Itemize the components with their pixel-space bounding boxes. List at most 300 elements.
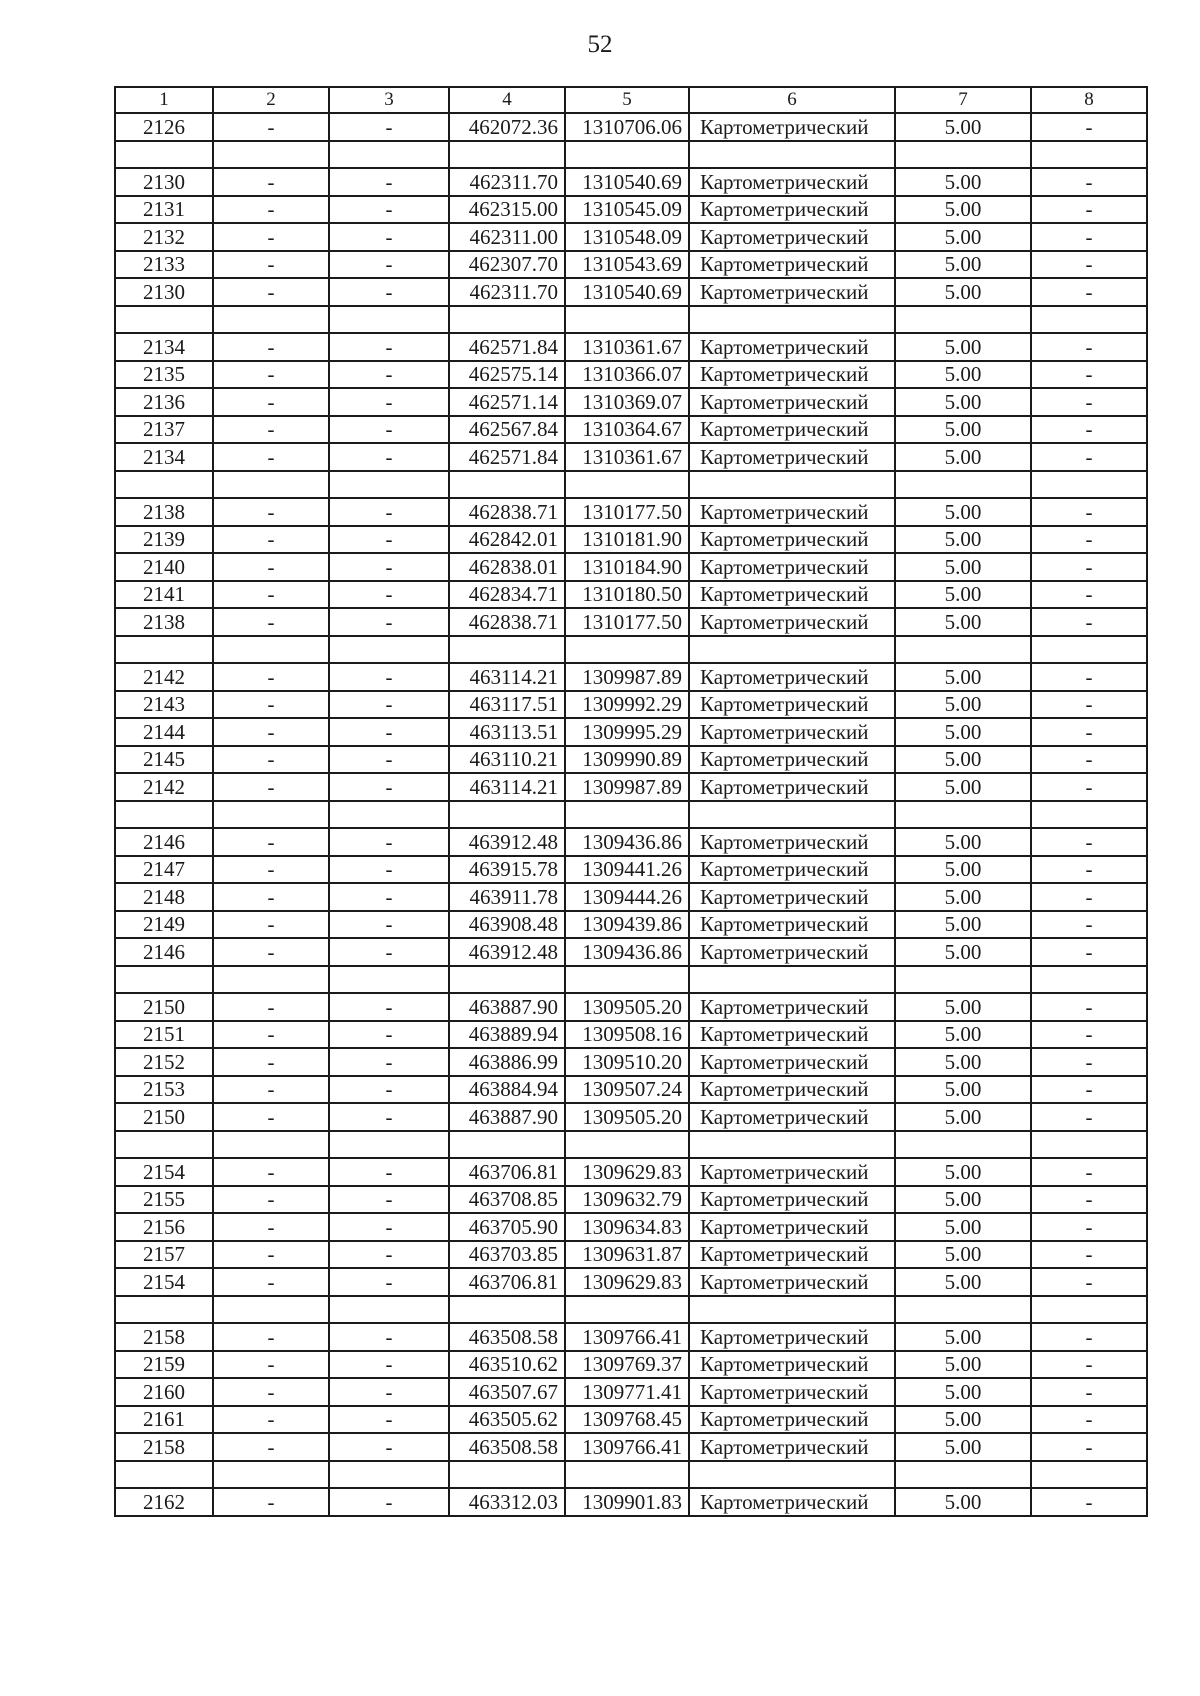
cell-col-2: - xyxy=(213,856,329,884)
cell-accuracy: 5.00 xyxy=(895,223,1031,251)
table-row xyxy=(115,498,1147,526)
cell-col-3: - xyxy=(329,883,449,911)
blank-separator-row xyxy=(115,471,1147,499)
cell-col-2: - xyxy=(213,113,329,141)
cell-col-8: - xyxy=(1031,388,1147,416)
cell-x-coordinate: 462842.01 xyxy=(449,526,565,554)
cell-col-2: - xyxy=(213,223,329,251)
cell-method: Картометрический xyxy=(689,746,895,774)
cell-accuracy: 5.00 xyxy=(895,333,1031,361)
cell-point-id: 2144 xyxy=(115,718,213,746)
cell-col-3: - xyxy=(329,388,449,416)
table-row xyxy=(115,1103,1147,1131)
cell-x-coordinate: 463705.90 xyxy=(449,1213,565,1241)
cell-col-8: - xyxy=(1031,746,1147,774)
cell-point-id: 2150 xyxy=(115,1103,213,1131)
cell-x-coordinate: 462311.70 xyxy=(449,278,565,306)
cell-col-2: - xyxy=(213,663,329,691)
cell-method: Картометрический xyxy=(689,581,895,609)
cell-col-2: - xyxy=(213,581,329,609)
cell-method: Картометрический xyxy=(689,168,895,196)
table-row xyxy=(115,416,1147,444)
cell-method: Картометрический xyxy=(689,388,895,416)
empty-cell xyxy=(449,801,565,829)
cell-y-coordinate: 1309768.45 xyxy=(565,1406,689,1434)
cell-point-id: 2138 xyxy=(115,498,213,526)
cell-col-8: - xyxy=(1031,223,1147,251)
cell-method: Картометрический xyxy=(689,883,895,911)
cell-y-coordinate: 1310180.50 xyxy=(565,581,689,609)
table-row xyxy=(115,526,1147,554)
cell-x-coordinate: 463911.78 xyxy=(449,883,565,911)
empty-cell xyxy=(329,471,449,499)
cell-col-3: - xyxy=(329,581,449,609)
cell-x-coordinate: 463505.62 xyxy=(449,1406,565,1434)
empty-cell xyxy=(565,1461,689,1489)
cell-col-8: - xyxy=(1031,1048,1147,1076)
empty-cell xyxy=(213,1131,329,1159)
cell-y-coordinate: 1309901.83 xyxy=(565,1488,689,1516)
cell-col-8: - xyxy=(1031,581,1147,609)
table-row xyxy=(115,718,1147,746)
cell-point-id: 2154 xyxy=(115,1158,213,1186)
cell-col-3: - xyxy=(329,1351,449,1379)
cell-y-coordinate: 1309436.86 xyxy=(565,938,689,966)
cell-y-coordinate: 1310361.67 xyxy=(565,333,689,361)
table-row xyxy=(115,388,1147,416)
cell-y-coordinate: 1310540.69 xyxy=(565,278,689,306)
cell-col-8: - xyxy=(1031,1076,1147,1104)
cell-col-3: - xyxy=(329,718,449,746)
cell-col-2: - xyxy=(213,828,329,856)
cell-point-id: 2146 xyxy=(115,938,213,966)
empty-cell xyxy=(449,1296,565,1324)
cell-col-2: - xyxy=(213,718,329,746)
cell-accuracy: 5.00 xyxy=(895,1186,1031,1214)
cell-y-coordinate: 1309505.20 xyxy=(565,1103,689,1131)
cell-col-2: - xyxy=(213,416,329,444)
empty-cell xyxy=(115,1131,213,1159)
cell-y-coordinate: 1309995.29 xyxy=(565,718,689,746)
cell-col-8: - xyxy=(1031,663,1147,691)
cell-col-8: - xyxy=(1031,251,1147,279)
cell-y-coordinate: 1310181.90 xyxy=(565,526,689,554)
cell-method: Картометрический xyxy=(689,1268,895,1296)
empty-cell xyxy=(895,141,1031,169)
table-row xyxy=(115,223,1147,251)
table-row xyxy=(115,993,1147,1021)
empty-cell xyxy=(329,801,449,829)
cell-y-coordinate: 1309766.41 xyxy=(565,1433,689,1461)
empty-cell xyxy=(329,1296,449,1324)
empty-cell xyxy=(895,1131,1031,1159)
cell-y-coordinate: 1309508.16 xyxy=(565,1021,689,1049)
cell-method: Картометрический xyxy=(689,993,895,1021)
cell-col-2: - xyxy=(213,1158,329,1186)
column-header-8: 8 xyxy=(1031,87,1147,113)
cell-accuracy: 5.00 xyxy=(895,1488,1031,1516)
empty-cell xyxy=(689,636,895,664)
cell-col-8: - xyxy=(1031,498,1147,526)
cell-y-coordinate: 1309990.89 xyxy=(565,746,689,774)
cell-col-2: - xyxy=(213,1323,329,1351)
empty-cell xyxy=(449,141,565,169)
empty-cell xyxy=(1031,801,1147,829)
cell-accuracy: 5.00 xyxy=(895,1406,1031,1434)
cell-x-coordinate: 463915.78 xyxy=(449,856,565,884)
cell-col-8: - xyxy=(1031,196,1147,224)
cell-x-coordinate: 463886.99 xyxy=(449,1048,565,1076)
cell-col-8: - xyxy=(1031,1406,1147,1434)
table-row xyxy=(115,773,1147,801)
header-row xyxy=(115,87,1147,113)
empty-cell xyxy=(213,306,329,334)
table-row xyxy=(115,1323,1147,1351)
cell-col-8: - xyxy=(1031,113,1147,141)
cell-col-8: - xyxy=(1031,1158,1147,1186)
table-row xyxy=(115,168,1147,196)
cell-method: Картометрический xyxy=(689,498,895,526)
cell-accuracy: 5.00 xyxy=(895,526,1031,554)
cell-method: Картометрический xyxy=(689,911,895,939)
cell-point-id: 2155 xyxy=(115,1186,213,1214)
table-row xyxy=(115,911,1147,939)
cell-col-3: - xyxy=(329,1021,449,1049)
cell-col-8: - xyxy=(1031,993,1147,1021)
cell-col-3: - xyxy=(329,1488,449,1516)
cell-col-2: - xyxy=(213,388,329,416)
cell-accuracy: 5.00 xyxy=(895,1378,1031,1406)
empty-cell xyxy=(689,471,895,499)
empty-cell xyxy=(329,141,449,169)
table-row xyxy=(115,1406,1147,1434)
cell-col-2: - xyxy=(213,1021,329,1049)
cell-y-coordinate: 1309505.20 xyxy=(565,993,689,1021)
cell-col-2: - xyxy=(213,883,329,911)
cell-accuracy: 5.00 xyxy=(895,718,1031,746)
cell-point-id: 2131 xyxy=(115,196,213,224)
cell-point-id: 2160 xyxy=(115,1378,213,1406)
empty-cell xyxy=(213,636,329,664)
column-header-6: 6 xyxy=(689,87,895,113)
empty-cell xyxy=(329,306,449,334)
blank-separator-row xyxy=(115,306,1147,334)
cell-col-3: - xyxy=(329,223,449,251)
cell-point-id: 2154 xyxy=(115,1268,213,1296)
cell-accuracy: 5.00 xyxy=(895,388,1031,416)
cell-accuracy: 5.00 xyxy=(895,1213,1031,1241)
column-header-1: 1 xyxy=(115,87,213,113)
cell-y-coordinate: 1309439.86 xyxy=(565,911,689,939)
cell-method: Картометрический xyxy=(689,828,895,856)
cell-col-2: - xyxy=(213,498,329,526)
cell-point-id: 2137 xyxy=(115,416,213,444)
cell-method: Картометрический xyxy=(689,1378,895,1406)
cell-point-id: 2133 xyxy=(115,251,213,279)
cell-col-2: - xyxy=(213,251,329,279)
empty-cell xyxy=(213,471,329,499)
table-row xyxy=(115,1241,1147,1269)
cell-y-coordinate: 1309629.83 xyxy=(565,1268,689,1296)
empty-cell xyxy=(213,966,329,994)
cell-col-3: - xyxy=(329,333,449,361)
cell-x-coordinate: 463912.48 xyxy=(449,938,565,966)
cell-col-3: - xyxy=(329,553,449,581)
cell-method: Картометрический xyxy=(689,773,895,801)
empty-cell xyxy=(565,801,689,829)
cell-col-3: - xyxy=(329,828,449,856)
cell-accuracy: 5.00 xyxy=(895,608,1031,636)
cell-col-2: - xyxy=(213,443,329,471)
cell-point-id: 2153 xyxy=(115,1076,213,1104)
page-number: 52 xyxy=(587,31,613,58)
cell-col-8: - xyxy=(1031,1103,1147,1131)
table-row xyxy=(115,553,1147,581)
cell-method: Картометрический xyxy=(689,1158,895,1186)
cell-y-coordinate: 1309507.24 xyxy=(565,1076,689,1104)
cell-x-coordinate: 463884.94 xyxy=(449,1076,565,1104)
cell-x-coordinate: 463508.58 xyxy=(449,1323,565,1351)
empty-cell xyxy=(449,306,565,334)
cell-x-coordinate: 463113.51 xyxy=(449,718,565,746)
cell-method: Картометрический xyxy=(689,113,895,141)
cell-col-2: - xyxy=(213,1433,329,1461)
cell-x-coordinate: 463507.67 xyxy=(449,1378,565,1406)
cell-point-id: 2134 xyxy=(115,443,213,471)
table-row xyxy=(115,691,1147,719)
cell-accuracy: 5.00 xyxy=(895,911,1031,939)
cell-col-2: - xyxy=(213,773,329,801)
cell-accuracy: 5.00 xyxy=(895,938,1031,966)
cell-point-id: 2136 xyxy=(115,388,213,416)
empty-cell xyxy=(1031,966,1147,994)
cell-x-coordinate: 462567.84 xyxy=(449,416,565,444)
table-row xyxy=(115,1186,1147,1214)
cell-col-2: - xyxy=(213,993,329,1021)
cell-method: Картометрический xyxy=(689,1076,895,1104)
blank-separator-row xyxy=(115,1461,1147,1489)
cell-col-8: - xyxy=(1031,1488,1147,1516)
cell-col-3: - xyxy=(329,856,449,884)
cell-col-3: - xyxy=(329,1158,449,1186)
cell-point-id: 2138 xyxy=(115,608,213,636)
cell-accuracy: 5.00 xyxy=(895,196,1031,224)
cell-y-coordinate: 1309992.29 xyxy=(565,691,689,719)
cell-col-3: - xyxy=(329,1048,449,1076)
cell-method: Картометрический xyxy=(689,1433,895,1461)
empty-cell xyxy=(213,1296,329,1324)
cell-col-3: - xyxy=(329,1241,449,1269)
table-row xyxy=(115,251,1147,279)
cell-col-8: - xyxy=(1031,278,1147,306)
empty-cell xyxy=(449,966,565,994)
column-header-3: 3 xyxy=(329,87,449,113)
cell-accuracy: 5.00 xyxy=(895,498,1031,526)
cell-col-3: - xyxy=(329,1103,449,1131)
cell-method: Картометрический xyxy=(689,856,895,884)
cell-x-coordinate: 462575.14 xyxy=(449,361,565,389)
empty-cell xyxy=(895,306,1031,334)
cell-point-id: 2130 xyxy=(115,168,213,196)
cell-method: Картометрический xyxy=(689,1406,895,1434)
cell-accuracy: 5.00 xyxy=(895,773,1031,801)
cell-x-coordinate: 462838.71 xyxy=(449,608,565,636)
cell-point-id: 2151 xyxy=(115,1021,213,1049)
blank-separator-row xyxy=(115,636,1147,664)
cell-col-8: - xyxy=(1031,911,1147,939)
table-row xyxy=(115,1158,1147,1186)
cell-y-coordinate: 1309769.37 xyxy=(565,1351,689,1379)
cell-col-3: - xyxy=(329,361,449,389)
cell-col-8: - xyxy=(1031,443,1147,471)
cell-point-id: 2140 xyxy=(115,553,213,581)
column-header-7: 7 xyxy=(895,87,1031,113)
cell-method: Картометрический xyxy=(689,361,895,389)
cell-y-coordinate: 1310548.09 xyxy=(565,223,689,251)
cell-y-coordinate: 1310543.69 xyxy=(565,251,689,279)
cell-col-8: - xyxy=(1031,1351,1147,1379)
cell-col-3: - xyxy=(329,196,449,224)
cell-accuracy: 5.00 xyxy=(895,746,1031,774)
cell-col-8: - xyxy=(1031,828,1147,856)
cell-col-2: - xyxy=(213,361,329,389)
cell-method: Картометрический xyxy=(689,938,895,966)
cell-x-coordinate: 463114.21 xyxy=(449,773,565,801)
cell-col-3: - xyxy=(329,1406,449,1434)
table-row xyxy=(115,333,1147,361)
cell-col-2: - xyxy=(213,1351,329,1379)
cell-col-8: - xyxy=(1031,1268,1147,1296)
cell-accuracy: 5.00 xyxy=(895,416,1031,444)
cell-y-coordinate: 1309987.89 xyxy=(565,773,689,801)
cell-accuracy: 5.00 xyxy=(895,1076,1031,1104)
cell-col-2: - xyxy=(213,168,329,196)
cell-point-id: 2146 xyxy=(115,828,213,856)
cell-col-3: - xyxy=(329,168,449,196)
cell-col-8: - xyxy=(1031,773,1147,801)
cell-x-coordinate: 462838.01 xyxy=(449,553,565,581)
cell-accuracy: 5.00 xyxy=(895,1021,1031,1049)
cell-method: Картометрический xyxy=(689,333,895,361)
cell-method: Картометрический xyxy=(689,196,895,224)
cell-accuracy: 5.00 xyxy=(895,278,1031,306)
cell-col-3: - xyxy=(329,938,449,966)
empty-cell xyxy=(565,636,689,664)
table-row xyxy=(115,746,1147,774)
cell-y-coordinate: 1310177.50 xyxy=(565,498,689,526)
cell-col-3: - xyxy=(329,251,449,279)
table-row xyxy=(115,361,1147,389)
cell-col-8: - xyxy=(1031,856,1147,884)
table-row xyxy=(115,1213,1147,1241)
cell-accuracy: 5.00 xyxy=(895,691,1031,719)
cell-x-coordinate: 462838.71 xyxy=(449,498,565,526)
empty-cell xyxy=(689,1131,895,1159)
cell-accuracy: 5.00 xyxy=(895,1158,1031,1186)
table-row xyxy=(115,1268,1147,1296)
table-row xyxy=(115,663,1147,691)
empty-cell xyxy=(1031,1296,1147,1324)
cell-method: Картометрический xyxy=(689,251,895,279)
cell-col-3: - xyxy=(329,773,449,801)
cell-accuracy: 5.00 xyxy=(895,113,1031,141)
table-row xyxy=(115,443,1147,471)
empty-cell xyxy=(895,1296,1031,1324)
empty-cell xyxy=(689,966,895,994)
cell-point-id: 2150 xyxy=(115,993,213,1021)
cell-point-id: 2132 xyxy=(115,223,213,251)
table-row xyxy=(115,856,1147,884)
cell-y-coordinate: 1309987.89 xyxy=(565,663,689,691)
cell-accuracy: 5.00 xyxy=(895,1241,1031,1269)
cell-x-coordinate: 463510.62 xyxy=(449,1351,565,1379)
cell-col-8: - xyxy=(1031,1021,1147,1049)
cell-y-coordinate: 1309766.41 xyxy=(565,1323,689,1351)
cell-x-coordinate: 463508.58 xyxy=(449,1433,565,1461)
empty-cell xyxy=(449,636,565,664)
cell-col-2: - xyxy=(213,526,329,554)
cell-col-2: - xyxy=(213,938,329,966)
empty-cell xyxy=(895,636,1031,664)
empty-cell xyxy=(115,1461,213,1489)
table-row xyxy=(115,1048,1147,1076)
cell-col-2: - xyxy=(213,1186,329,1214)
cell-col-8: - xyxy=(1031,883,1147,911)
empty-cell xyxy=(1031,306,1147,334)
cell-col-3: - xyxy=(329,1268,449,1296)
cell-col-2: - xyxy=(213,333,329,361)
cell-method: Картометрический xyxy=(689,278,895,306)
cell-point-id: 2134 xyxy=(115,333,213,361)
cell-x-coordinate: 463706.81 xyxy=(449,1158,565,1186)
cell-point-id: 2159 xyxy=(115,1351,213,1379)
cell-x-coordinate: 463114.21 xyxy=(449,663,565,691)
cell-col-8: - xyxy=(1031,608,1147,636)
empty-cell xyxy=(115,636,213,664)
cell-col-3: - xyxy=(329,911,449,939)
empty-cell xyxy=(689,1461,895,1489)
cell-accuracy: 5.00 xyxy=(895,553,1031,581)
empty-cell xyxy=(213,141,329,169)
cell-accuracy: 5.00 xyxy=(895,1268,1031,1296)
cell-col-8: - xyxy=(1031,1378,1147,1406)
cell-col-3: - xyxy=(329,1378,449,1406)
cell-col-3: - xyxy=(329,663,449,691)
cell-point-id: 2147 xyxy=(115,856,213,884)
cell-point-id: 2143 xyxy=(115,691,213,719)
cell-col-2: - xyxy=(213,1241,329,1269)
cell-col-8: - xyxy=(1031,1186,1147,1214)
cell-col-3: - xyxy=(329,691,449,719)
cell-x-coordinate: 462311.00 xyxy=(449,223,565,251)
cell-col-2: - xyxy=(213,1406,329,1434)
cell-accuracy: 5.00 xyxy=(895,168,1031,196)
table-row xyxy=(115,828,1147,856)
cell-col-2: - xyxy=(213,278,329,306)
cell-accuracy: 5.00 xyxy=(895,856,1031,884)
cell-point-id: 2135 xyxy=(115,361,213,389)
cell-point-id: 2130 xyxy=(115,278,213,306)
cell-accuracy: 5.00 xyxy=(895,251,1031,279)
cell-accuracy: 5.00 xyxy=(895,1323,1031,1351)
cell-y-coordinate: 1310366.07 xyxy=(565,361,689,389)
cell-col-2: - xyxy=(213,911,329,939)
cell-y-coordinate: 1310706.06 xyxy=(565,113,689,141)
cell-col-3: - xyxy=(329,498,449,526)
empty-cell xyxy=(689,141,895,169)
cell-y-coordinate: 1309444.26 xyxy=(565,883,689,911)
cell-y-coordinate: 1309629.83 xyxy=(565,1158,689,1186)
